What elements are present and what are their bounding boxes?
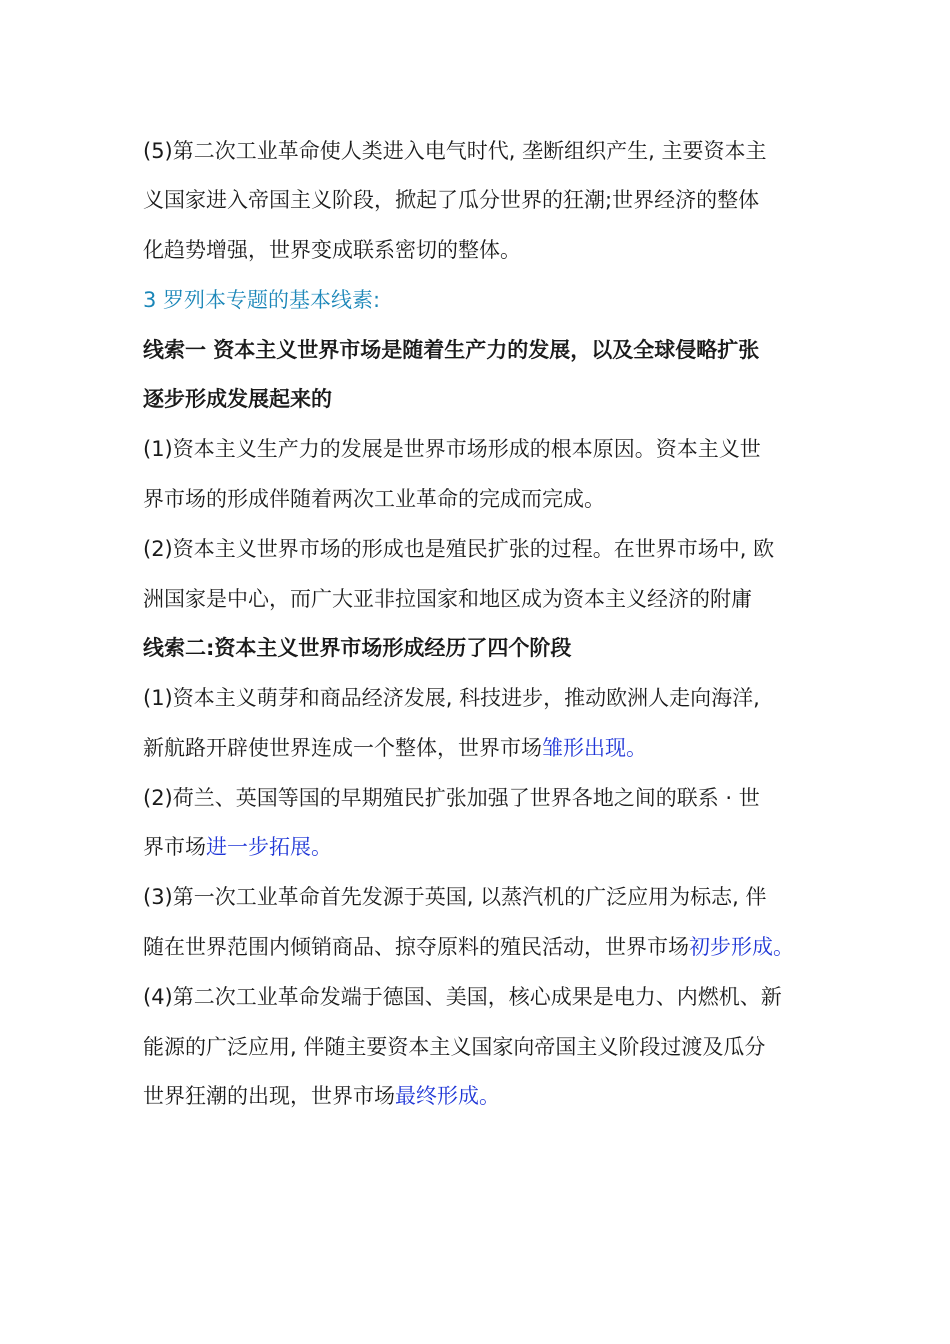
clue-2-stage-4-line-1: (4)第二次工业革命发端于德国、美国，核心成果是电力、内燃机、新 <box>143 985 782 1009</box>
p5-line-1: (5)第二次工业革命使人类进入电气时代, 垄断组织产生, 主要资本主 <box>143 139 767 163</box>
clue-2-stage-3-line-1: (3)第一次工业革命首先发源于英国, 以蒸汽机的广泛应用为标志, 伴 <box>143 885 767 909</box>
clue-1-item-2-line-2: 洲国家是中心，而广大亚非拉国家和地区成为资本主义经济的附庸 <box>143 587 752 611</box>
stage-2-text: 界市场 <box>143 835 206 859</box>
stage-1-highlight: 雏形出现。 <box>542 736 647 760</box>
section-3-heading: 3 罗列本专题的基本线素: <box>143 288 381 312</box>
clue-2-title: 线索二:资本主义世界市场形成经历了四个阶段 <box>143 636 572 660</box>
clue-2-stage-2-line-1: (2)荷兰、英国等国的早期殖民扩张加强了世界各地之间的联系 · 世 <box>143 786 760 810</box>
clue-2-stage-4-line-3 <box>143 1081 500 1111</box>
stage-3-highlight: 初步形成。 <box>689 935 794 959</box>
stage-1-text: 新航路开辟使世界连成一个整体，世界市场 <box>143 736 542 760</box>
clue-2-stage-2-line-2 <box>143 832 332 862</box>
stage-4-highlight: 最终形成。 <box>395 1084 500 1108</box>
clue-1-item-1-line-2: 界市场的形成伴随着两次工业革命的完成而完成。 <box>143 487 605 511</box>
clue-1-title-line-1: 线索一 资本主义世界市场是随着生产力的发展，以及全球侵略扩张 <box>143 338 760 362</box>
stage-2-highlight: 进一步拓展。 <box>206 835 332 859</box>
stage-4-text: 世界狂潮的出现，世界市场 <box>143 1084 395 1108</box>
clue-1-title-line-2: 逐步形成发展起来的 <box>143 387 332 411</box>
clue-1-item-1-line-1: (1)资本主义生产力的发展是世界市场形成的根本原因。资本主义世 <box>143 437 761 461</box>
clue-2-stage-1-line-1: (1)资本主义萌芽和商品经济发展, 科技进步，推动欧洲人走向海洋, <box>143 686 760 710</box>
clue-2-stage-4-line-2: 能源的广泛应用, 伴随主要资本主义国家向帝国主义阶段过渡及瓜分 <box>143 1035 766 1059</box>
p5-line-2: 义国家进入帝国主义阶段，掀起了瓜分世界的狂潮;世界经济的整体 <box>143 188 760 212</box>
p5-line-3: 化趋势增强，世界变成联系密切的整体。 <box>143 238 521 262</box>
stage-3-text: 随在世界范围内倾销商品、掠夺原料的殖民活动，世界市场 <box>143 935 689 959</box>
clue-2-stage-1-line-2 <box>143 733 647 763</box>
clue-1-item-2-line-1: (2)资本主义世界市场的形成也是殖民扩张的过程。在世界市场中, 欧 <box>143 537 775 561</box>
clue-2-stage-3-line-2 <box>143 932 794 962</box>
